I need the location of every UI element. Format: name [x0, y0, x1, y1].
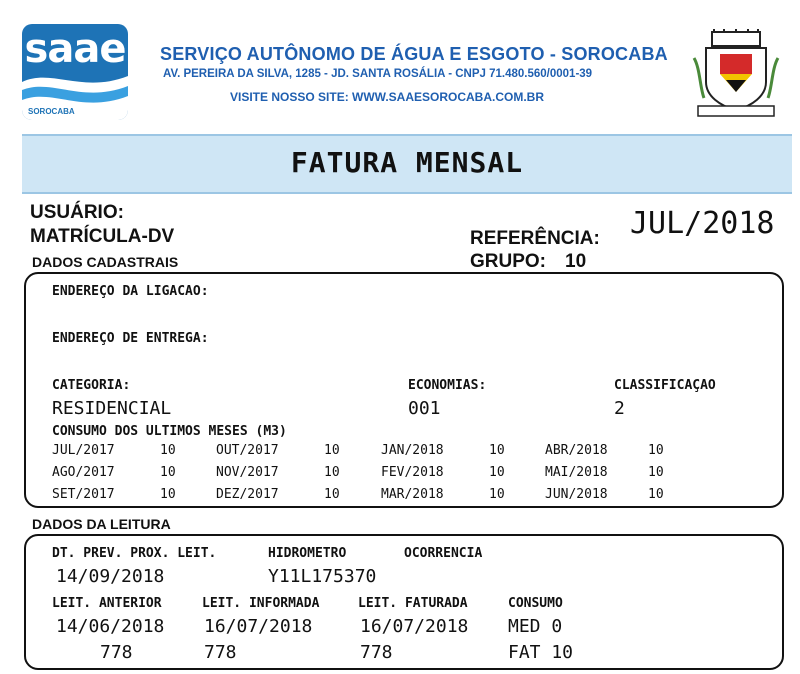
referencia-value: JUL/2018	[630, 206, 775, 241]
classificacao-label: CLASSIFICAÇAO	[614, 378, 716, 393]
endereco-entrega-label: ENDEREÇO DE ENTREGA:	[52, 331, 209, 346]
leit-faturada-value: 778	[360, 642, 393, 663]
consumo-month: FEV/2018	[381, 465, 444, 480]
leit-faturada-date: 16/07/2018	[360, 616, 469, 637]
consumo-month: NOV/2017	[216, 465, 279, 480]
consumo-value: 10	[489, 465, 505, 480]
consumo-med: MED 0	[508, 616, 563, 637]
dt-prev-value: 14/09/2018	[56, 566, 165, 587]
consumo-label: CONSUMO	[508, 596, 563, 611]
consumo-value: 10	[160, 465, 176, 480]
leit-anterior-date: 14/06/2018	[56, 616, 165, 637]
consumo-month: JUL/2017	[52, 443, 115, 458]
economias-value: 001	[408, 398, 441, 419]
consumo-value: 10	[324, 487, 340, 502]
categoria-value: RESIDENCIAL	[52, 398, 172, 419]
consumo-value: 10	[160, 487, 176, 502]
consumo-value: 10	[324, 443, 340, 458]
consumo-value: 10	[648, 487, 664, 502]
website-link[interactable]: VISITE NOSSO SITE: WWW.SAAESOROCABA.COM.BR	[230, 90, 545, 104]
title-band	[22, 134, 792, 194]
leit-informada-date: 16/07/2018	[204, 616, 313, 637]
consumo-month: MAI/2018	[545, 465, 608, 480]
classificacao-value: 2	[614, 398, 625, 419]
dt-prev-label: DT. PREV. PROX. LEIT.	[52, 546, 217, 561]
dados-cadastrais-title: DADOS CADASTRAIS	[32, 254, 179, 270]
dados-leitura-title: DADOS DA LEITURA	[32, 516, 171, 532]
grupo-value: 10	[565, 251, 587, 272]
consumo-month: MAR/2018	[381, 487, 444, 502]
economias-label: ECONOMIAS:	[408, 378, 487, 393]
consumo-month: ABR/2018	[545, 443, 608, 458]
logo-city: SOROCABA	[28, 107, 75, 116]
consumo-month: JAN/2018	[381, 443, 444, 458]
leit-informada-value: 778	[204, 642, 237, 663]
consumo-fat: FAT 10	[508, 642, 574, 663]
hidrometro-label: HIDROMETRO	[268, 546, 347, 561]
usuario-label: USUÁRIO:	[30, 202, 124, 223]
hidrometro-value: Y11L175370	[268, 566, 377, 587]
matricula-label: MATRÍCULA-DV	[30, 226, 175, 247]
logo-word: saae	[24, 26, 126, 72]
consumo-month: JUN/2018	[545, 487, 608, 502]
consumo-month: DEZ/2017	[216, 487, 279, 502]
org-address: AV. PEREIRA DA SILVA, 1285 - JD. SANTA ROSÁLIA - CNPJ 71.480.560/0001-39	[163, 68, 593, 80]
saae-logo	[22, 24, 128, 120]
consumo-value: 10	[489, 487, 505, 502]
leit-anterior-label: LEIT. ANTERIOR	[52, 596, 162, 611]
consumo-value: 10	[648, 465, 664, 480]
consumo-month: OUT/2017	[216, 443, 279, 458]
consumo-value: 10	[160, 443, 176, 458]
consumo-value: 10	[324, 465, 340, 480]
consumo-value: 10	[489, 443, 505, 458]
consumo-month: SET/2017	[52, 487, 115, 502]
leit-faturada-label: LEIT. FATURADA	[358, 596, 468, 611]
consumo-value: 10	[648, 443, 664, 458]
ocorrencia-label: OCORRENCIA	[404, 546, 483, 561]
city-crest-icon	[690, 28, 782, 122]
endereco-ligacao-label: ENDEREÇO DA LIGACAO:	[52, 284, 209, 299]
leit-anterior-value: 778	[100, 642, 133, 663]
consumo-title: CONSUMO DOS ULTIMOS MESES (M3)	[52, 424, 287, 439]
grupo-label: GRUPO:	[470, 251, 546, 272]
org-name: SERVIÇO AUTÔNOMO DE ÁGUA E ESGOTO - SOROCABA	[160, 44, 668, 64]
consumo-month: AGO/2017	[52, 465, 115, 480]
document-title: FATURA MENSAL	[290, 146, 524, 179]
referencia-label: REFERÊNCIA:	[470, 228, 600, 249]
leit-informada-label: LEIT. INFORMADA	[202, 596, 320, 611]
categoria-label: CATEGORIA:	[52, 378, 131, 393]
